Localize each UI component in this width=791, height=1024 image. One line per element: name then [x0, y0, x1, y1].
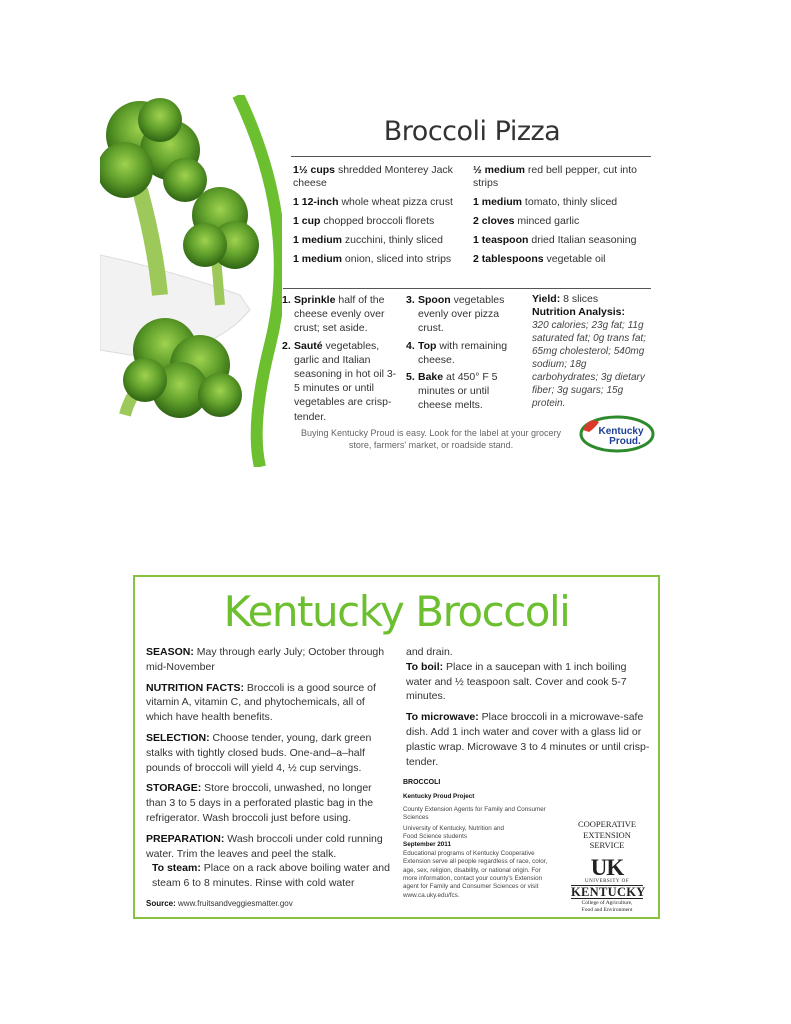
uk-logo-university: UNIVERSITY OF	[585, 879, 629, 884]
yield-nutrition	[532, 293, 652, 410]
nutrition-label: Nutrition Analysis:	[532, 306, 625, 318]
coop-line: EXTENSION	[583, 829, 631, 840]
credits-university: University of Kentucky, Nutrition and Food Science students	[403, 824, 505, 841]
recipe-title: Broccoli Pizza	[383, 116, 561, 147]
broccoli-photo	[100, 95, 282, 467]
ingredients-divider	[283, 288, 651, 289]
ingredient-item: 1 cup chopped broccoli florets	[293, 215, 435, 227]
steam-section: To steam: Place on a rack above boiling water and steam 6 to 8 minutes. Rinse with cold water	[152, 862, 390, 890]
uk-logo-kentucky: KENTUCKY	[571, 885, 646, 899]
kentucky-proud-logo-line-1: Kentucky	[598, 426, 644, 437]
info-left-column	[146, 645, 391, 918]
credits-project: Kentucky Proud Project	[403, 793, 475, 801]
title-divider	[291, 156, 651, 157]
ingredient-item: 1 12-inch whole wheat pizza crust	[293, 196, 453, 208]
microwave-section: To microwave: Place broccoli in a microwave-safe dish. Add 1 inch water and cover with a glass lid or plastic wrap. Microwave 3 to 4 minutes or until crisp-tender.	[406, 711, 650, 768]
ingredients-right	[473, 164, 643, 266]
ingredients-left	[293, 164, 463, 266]
step-item: 1. Sprinkle half of the cheese evenly over crust; set aside.	[282, 294, 385, 335]
uk-logo-mark: UK	[590, 855, 624, 880]
credits-date: September 2011	[403, 841, 451, 849]
uk-logo	[571, 855, 646, 913]
kentucky-proud-logo	[575, 410, 655, 454]
storage-section: STORAGE: Store broccoli, unwashed, no longer than 3 to 5 days in a perforated plastic bag in the refrigerator. Wash broccoli just before using.	[146, 782, 374, 824]
boil-section: To boil: Place in a saucepan with 1 inch boiling water and ½ teaspoon salt. Cover and cook 5-7 minutes.	[406, 660, 627, 703]
broccoli-floret-top	[100, 98, 207, 202]
drain-text: and drain.	[406, 646, 453, 658]
cooperative-extension-service	[567, 819, 647, 851]
uk-college-line: College of Agriculture,	[581, 900, 633, 906]
coop-line: SERVICE	[589, 840, 625, 850]
uk-college-line: Food and Environment	[581, 906, 633, 913]
ingredient-item: 1 medium onion, sliced into strips	[293, 253, 452, 265]
steps-col-2	[406, 293, 524, 416]
steps-col-1	[282, 293, 400, 427]
ingredient-item: 1 medium zucchini, thinly sliced	[293, 234, 443, 246]
ingredient-item: 1½ cups shredded Monterey Jack cheese	[293, 164, 453, 189]
card-title: Kentucky Broccoli	[223, 587, 570, 636]
ingredient-item: 2 cloves minced garlic	[473, 215, 580, 227]
source-line: Source: www.fruitsandveggiesmatter.gov	[146, 898, 293, 908]
ingredient-item: 2 tablespoons vegetable oil	[473, 253, 606, 265]
nutrition-analysis: 320 calories; 23g fat; 11g saturated fat; 0g trans fat; 65mg cholesterol; 540mg sodium; 18g carbohydrates; 3g dietary fiber; 3g sugars; 15g protein.	[532, 320, 646, 409]
ingredient-item: 1 teaspoon dried Italian seasoning	[473, 234, 637, 246]
credits-heading: BROCCOLI	[403, 779, 441, 786]
credits-agents: County Extension Agents for Family and Consumer Sciences	[403, 805, 546, 822]
buying-kentucky-proud-text: Buying Kentucky Proud is easy. Look for the label at your grocery store, farmers' market, or roadside stand.	[301, 428, 561, 450]
season-section: SEASON: May through early July; October through mid-November	[146, 646, 385, 673]
uk-logo-college	[571, 900, 643, 913]
coop-line: COOPERATIVE	[577, 819, 637, 829]
step-item: 2. Sauté vegetables, garlic and Italian seasoning in hot oil 3-5 minutes or until vegetables are crisp-tender.	[282, 339, 397, 423]
credits-disclaimer: Educational programs of Kentucky Cooperative Extension serve all people regardless of race, color, age, sex, religion, disability, or national origin. For more information, contact your county's Extension agent for Family and Consumer Sciences or visit www.ca.uky.edu/fcs.	[403, 849, 548, 899]
step-item: 5. Bake at 450° F 5 minutes or until cheese melts.	[406, 371, 498, 412]
ingredient-item: 1 medium tomato, thinly sliced	[473, 196, 618, 208]
kentucky-proud-logo-line-2: Proud.	[609, 436, 641, 447]
selection-section: SELECTION: Choose tender, young, dark green stalks with tightly closed buds. One-and–a–half pounds of broccoli will yield 4, ½ cup servings.	[146, 731, 372, 774]
kentucky-broccoli-card	[133, 575, 660, 919]
preparation-section: PREPARATION: Wash broccoli under cold running water. Trim the leaves and peel the stalk.	[146, 832, 383, 860]
nutrition-facts-section: NUTRITION FACTS: Broccoli is a good source of vitamin A, vitamin C, and phytochemicals, all of which have health benefits.	[146, 681, 376, 724]
ingredient-item: ½ medium red bell pepper, cut into strips	[473, 164, 638, 189]
step-item: 3. Spoon vegetables evenly over pizza crust.	[406, 294, 505, 335]
step-item: 4. Top with remaining cheese.	[406, 339, 508, 366]
yield-line: Yield: 8 slices	[532, 293, 599, 305]
info-right-column	[406, 645, 652, 775]
project-credits	[403, 779, 563, 900]
